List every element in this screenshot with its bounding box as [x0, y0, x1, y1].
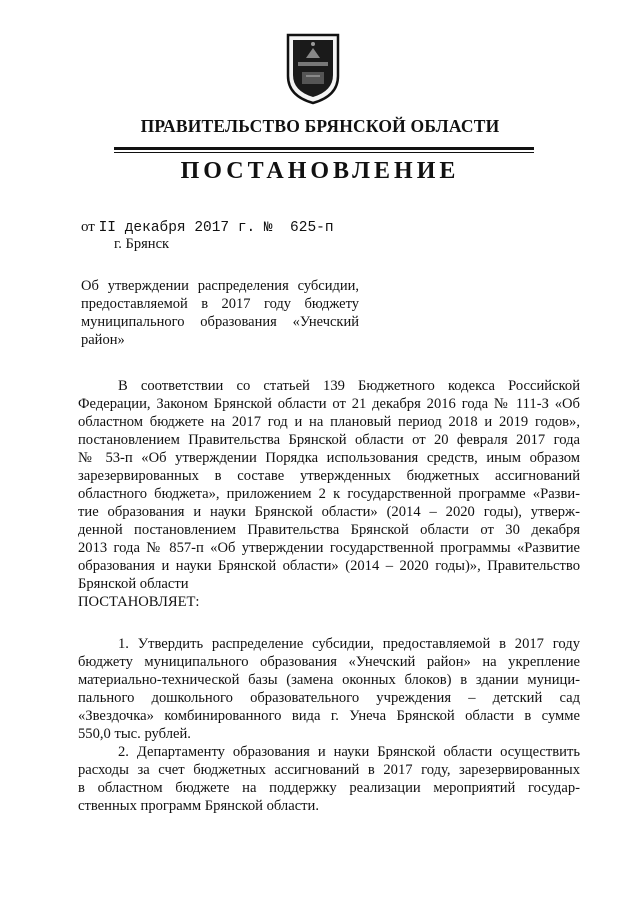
item1-line: бюджету муниципального образования «Унечский район» на укрепление [78, 654, 580, 670]
preamble-line: № 53-п «Об утверждении Порядка использования средств, иным образом [78, 450, 580, 466]
date-prefix: от [81, 219, 95, 235]
item1-line: пального дошкольного образовательного учреждения – детский сад [78, 690, 580, 706]
item2-line: 2. Департаменту образования и науки Брянской области осуществить [118, 744, 580, 760]
preamble-line: денной постановлением Правительства Брянской области от 30 декабря [78, 522, 580, 538]
header-rule-thick [114, 147, 534, 150]
preamble-line: тие образования и науки Брянской области» (2014 – 2020 годы), утверж- [78, 504, 580, 520]
preamble-line: постановлением Правительства Брянской области от 20 февраля 2017 года [78, 432, 580, 448]
city-line: г. Брянск [114, 236, 170, 252]
subject-line: район» [81, 332, 125, 348]
item2-line: ственных программ Брянской области. [78, 798, 320, 814]
item2-line: в областном бюджете на поддержку реализации мероприятий государ- [78, 780, 580, 796]
preamble-line: В соответствии со статьей 139 Бюджетного кодекса Российской [118, 378, 580, 394]
preamble-line: Брянской области [78, 576, 189, 592]
preamble-line: областном бюджете на 2017 год и на плановый период 2018 и 2019 годов», [78, 414, 580, 430]
document-type-title: ПОСТАНОВЛЕНИЕ [180, 158, 460, 184]
preamble-line: 2013 года № 857-п «Об утверждении государственной программы «Развитие [78, 540, 580, 556]
item1-line: 1. Утвердить распределение субсидии, предоставляемой в 2017 году [118, 636, 580, 652]
subject-block [81, 277, 359, 349]
preamble-line: образования и науки Брянской области» (2014 – 2020 годы)», Правительство [78, 558, 580, 574]
date-number-value: II декабря 2017 г. № 625-п [98, 220, 334, 236]
preamble-line: Федерации, Законом Брянской области от 21 декабря 2016 года № 111-З «Об [78, 396, 580, 412]
item1-line: 550,0 тыс. рублей. [78, 726, 191, 742]
subject-line: предоставляемой в 2017 году бюджету [81, 296, 359, 312]
preamble-line: областного бюджета», приложением 2 к государственной программе «Разви- [78, 486, 580, 502]
item1-line: «Звездочка» комбинированного вида г. Унеча Брянской области в сумме [78, 708, 580, 724]
paragraph-gap [78, 611, 580, 635]
header-rule-thin [114, 152, 534, 153]
item1-line: материально-технической базы (замена оконных блоков) в здании муници- [78, 672, 580, 688]
preamble-line: зарезервированных в составе утвержденных бюджетных ассигнований [78, 468, 580, 484]
subject-line: муниципального образования «Унечский [81, 314, 359, 330]
document-body [78, 377, 580, 815]
resolution-keyword: ПОСТАНОВЛЯЕТ: [78, 594, 200, 610]
coat-of-arms-emblem [284, 32, 342, 106]
date-number-line [81, 219, 334, 236]
item2-line: расходы за счет бюджетных ассигнований в 2017 году, зарезервированных [78, 762, 580, 778]
subject-line: Об утверждении распределения субсидии, [81, 278, 359, 294]
government-title: ПРАВИТЕЛЬСТВО БРЯНСКОЙ ОБЛАСТИ [140, 116, 500, 136]
